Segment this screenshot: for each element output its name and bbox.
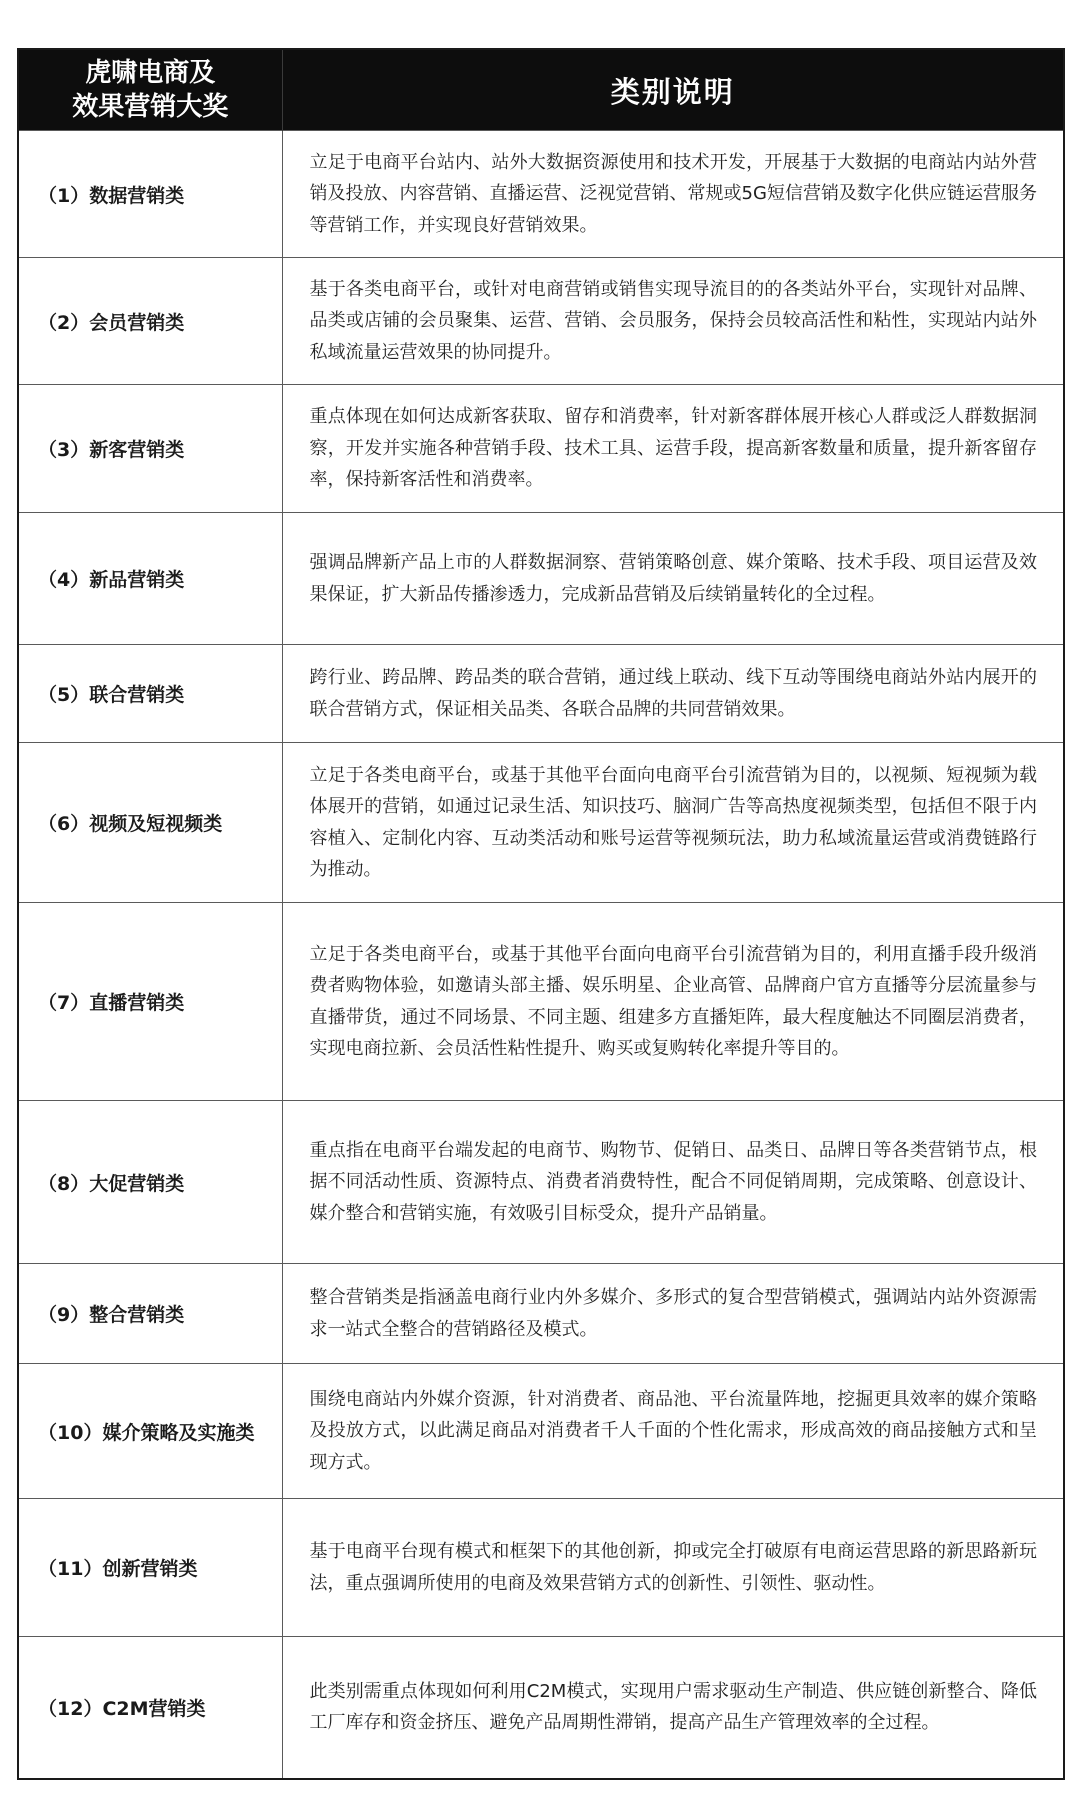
table-row <box>18 385 1064 513</box>
header-award-name-line2: 效果营销大奖 <box>72 92 229 122</box>
table-row <box>18 645 1064 743</box>
category-name: （9）整合营销类 <box>18 1264 282 1364</box>
category-name: （11）创新营销类 <box>18 1499 282 1637</box>
header-category-description: 类别说明 <box>282 49 1064 131</box>
category-description: 围绕电商站内外媒介资源，针对消费者、商品池、平台流量阵地，挖掘更具效率的媒介策略及投放方式，以此满足商品对消费者千人千面的个性化需求，形成高效的商品接触方式和呈现方式。 <box>282 1364 1064 1499</box>
table-row <box>18 1364 1064 1499</box>
category-description: 重点指在电商平台端发起的电商节、购物节、促销日、品类日、品牌日等各类营销节点，根据不同活动性质、资源特点、消费者消费特性，配合不同促销周期，完成策略、创意设计、媒介整合和营销实施，有效吸引目标受众，提升产品销量。 <box>282 1101 1064 1264</box>
category-name: （7）直播营销类 <box>18 903 282 1101</box>
category-name: （1）数据营销类 <box>18 131 282 258</box>
category-name: （6）视频及短视频类 <box>18 743 282 903</box>
table-row <box>18 903 1064 1101</box>
category-description: 此类别需重点体现如何利用C2M模式，实现用户需求驱动生产制造、供应链创新整合、降低工厂库存和资金挤压、避免产品周期性滞销，提高产品生产管理效率的全过程。 <box>282 1637 1064 1779</box>
category-name: （8）大促营销类 <box>18 1101 282 1264</box>
table-row <box>18 258 1064 385</box>
awards-category-table <box>17 48 1065 1780</box>
table-row <box>18 1499 1064 1637</box>
category-description: 强调品牌新产品上市的人群数据洞察、营销策略创意、媒介策略、技术手段、项目运营及效果保证，扩大新品传播渗透力，完成新品营销及后续销量转化的全过程。 <box>282 513 1064 645</box>
category-name: （3）新客营销类 <box>18 385 282 513</box>
category-name: （12）C2M营销类 <box>18 1637 282 1779</box>
table-row <box>18 513 1064 645</box>
table-row <box>18 743 1064 903</box>
category-description: 立足于各类电商平台，或基于其他平台面向电商平台引流营销为目的，利用直播手段升级消费者购物体验，如邀请头部主播、娱乐明星、企业高管、品牌商户官方直播等分层流量参与直播带货，通过不同场景、不同主题、组建多方直播矩阵，最大程度触达不同圈层消费者，实现电商拉新、会员活性粘性提升、购买或复购转化率提升等目的。 <box>282 903 1064 1101</box>
table-row <box>18 131 1064 258</box>
table-row <box>18 1101 1064 1264</box>
header-award-name <box>18 49 282 131</box>
category-name: （5）联合营销类 <box>18 645 282 743</box>
category-description: 立足于电商平台站内、站外大数据资源使用和技术开发，开展基于大数据的电商站内站外营销及投放、内容营销、直播运营、泛视觉营销、常规或5G短信营销及数字化供应链运营服务等营销工作，并实现良好营销效果。 <box>282 131 1064 258</box>
category-description: 基于各类电商平台，或针对电商营销或销售实现导流目的的各类站外平台，实现针对品牌、品类或店铺的会员聚集、运营、营销、会员服务，保持会员较高活性和粘性，实现站内站外私域流量运营效果的协同提升。 <box>282 258 1064 385</box>
category-description: 立足于各类电商平台，或基于其他平台面向电商平台引流营销为目的，以视频、短视频为载体展开的营销，如通过记录生活、知识技巧、脑洞广告等高热度视频类型，包括但不限于内容植入、定制化内容、互动类活动和账号运营等视频玩法，助力私域流量运营或消费链路行为推动。 <box>282 743 1064 903</box>
header-award-name-line1: 虎啸电商及 <box>85 58 216 88</box>
category-description: 整合营销类是指涵盖电商行业内外多媒介、多形式的复合型营销模式，强调站内站外资源需求一站式全整合的营销路径及模式。 <box>282 1264 1064 1364</box>
category-name: （4）新品营销类 <box>18 513 282 645</box>
table-header-row <box>18 49 1064 131</box>
category-description: 重点体现在如何达成新客获取、留存和消费率，针对新客群体展开核心人群或泛人群数据洞察，开发并实施各种营销手段、技术工具、运营手段，提高新客数量和质量，提升新客留存率，保持新客活性和消费率。 <box>282 385 1064 513</box>
category-name: （10）媒介策略及实施类 <box>18 1364 282 1499</box>
category-description: 基于电商平台现有模式和框架下的其他创新，抑或完全打破原有电商运营思路的新思路新玩法，重点强调所使用的电商及效果营销方式的创新性、引领性、驱动性。 <box>282 1499 1064 1637</box>
category-description: 跨行业、跨品牌、跨品类的联合营销，通过线上联动、线下互动等围绕电商站外站内展开的联合营销方式，保证相关品类、各联合品牌的共同营销效果。 <box>282 645 1064 743</box>
table-row <box>18 1637 1064 1779</box>
table-row <box>18 1264 1064 1364</box>
category-name: （2）会员营销类 <box>18 258 282 385</box>
